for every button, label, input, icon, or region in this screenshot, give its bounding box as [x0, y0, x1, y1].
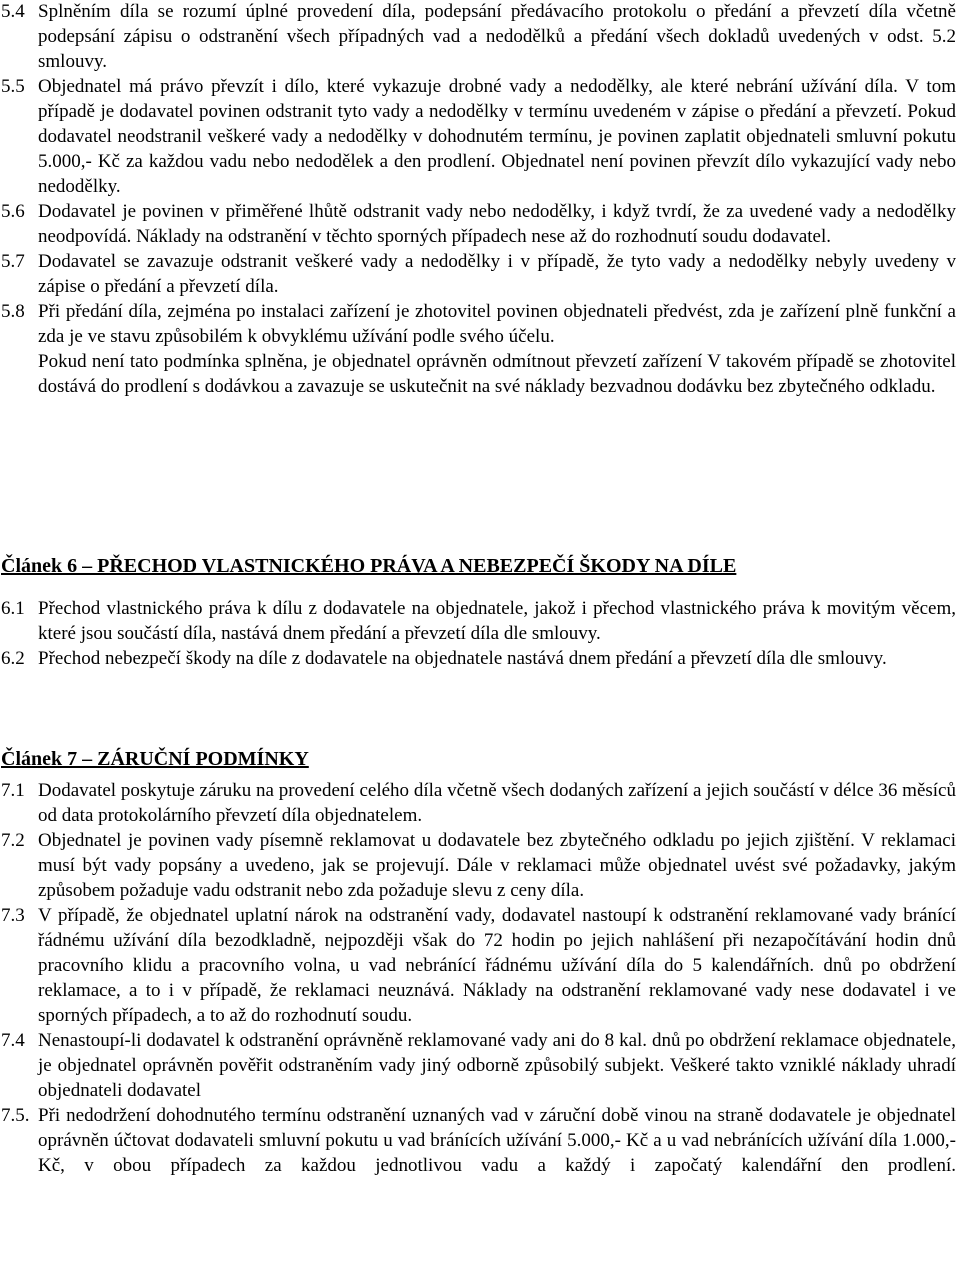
clause-7-1: [1, 778, 956, 828]
clause-number: 7.2: [1, 830, 25, 851]
clause-text: Objednatel má právo převzít i dílo, které vykazuje drobné vady a nedodělky, ale které nebrání užívání díla. V tom případě je dodavatel povinen odstranit tyto vady a nedodělky v termínu uvedeném v zápise o předání a převzetí. Pokud dodavatel neodstranil veškeré vady a nedodělky v dohodnutém termínu, je povinen zaplatit objednateli smluvní pokutu 5.000,- Kč za každou vadu nebo nedodělek a den prodlení. Objednatel není povinen převzít dílo vykazující vady nebo nedodělky.: [38, 76, 956, 197]
clause-text: Dodavatel je povinen v přiměřené lhůtě odstranit vady nebo nedodělky, i když tvrdí, že za uvedené vady a nedodělky neodpovídá. Náklady na odstranění v těchto sporných případech nese až do rozhodnutí soudu dodavatel.: [38, 201, 956, 247]
clause-number: 5.5: [1, 76, 25, 97]
clause-number: 5.8: [1, 301, 25, 322]
clause-5-7: [1, 249, 956, 299]
clause-5-8-continuation: Pokud není tato podmínka splněna, je objednatel oprávněn odmítnout převzetí zařízení V takovém případě se zhotovitel dostává do prodlení s dodávkou a zavazuje se uskutečnit na své náklady bezvadnou dodávku bez zbytečného odkladu.: [38, 351, 956, 397]
section-7: [1, 746, 956, 1178]
clause-text: Přechod vlastnického práva k dílu z dodavatele na objednatele, jakož i přechod vlastnického práva k movitým věcem, které jsou součástí díla, nastává dnem předání a převzetí díla dle smlouvy.: [38, 598, 956, 644]
clause-7-5: [1, 1103, 956, 1178]
clause-number: 6.2: [1, 648, 25, 669]
clause-7-4: [1, 1028, 956, 1103]
clause-number: 5.6: [1, 201, 25, 222]
section-5-clauses: [1, 0, 956, 399]
clause-text: Při předání díla, zejména po instalaci zařízení je zhotovitel povinen objednateli předvést, zda je zařízení plně funkční a zda je ve stavu způsobilém k obvyklému užívání podle svého účelu.: [38, 301, 956, 347]
clause-number: 7.4: [1, 1030, 25, 1051]
clause-text: Splněním díla se rozumí úplné provedení díla, podepsání předávacího protokolu o předání a převzetí díla včetně podepsání zápisu o odstranění všech případných vad a nedodělků a předání všech dokladů uvedených v odst. 5.2 smlouvy.: [38, 1, 956, 72]
clause-7-2: [1, 828, 956, 903]
section-6-heading: Článek 6 – PŘECHOD VLASTNICKÉHO PRÁVA A NEBEZPEČÍ ŠKODY NA DÍLE: [1, 555, 737, 577]
clause-6-1: [1, 596, 956, 646]
clause-text: Dodavatel se zavazuje odstranit veškeré vady a nedodělky i v případě, že tyto vady a nedodělky nebyly uvedeny v zápise o předání a převzetí díla.: [38, 251, 956, 297]
clause-text: Při nedodržení dohodnutého termínu odstranění uznaných vad v záruční době vinou na straně dodavatele je objednatel oprávněn účtovat dodavateli smluvní pokutu u vad bránících užívání 5.000,- Kč a u vad nebránících užívání díla 1.000,- Kč, v obou případech za každou jednotlivou vadu a každý i započatý kalendářní den prodlení.: [38, 1105, 956, 1176]
clause-number: 7.1: [1, 780, 25, 801]
clause-text: Přechod nebezpečí škody na díle z dodavatele na objednatele nastává dnem předání a převzetí díla dle smlouvy.: [38, 648, 887, 669]
section-7-heading: Článek 7 – ZÁRUČNÍ PODMÍNKY: [1, 748, 309, 770]
clause-5-4: [1, 0, 956, 74]
clause-number: 5.7: [1, 251, 25, 272]
clause-number: 7.3: [1, 905, 25, 926]
clause-5-6: [1, 199, 956, 249]
section-6: [1, 553, 956, 671]
clause-5-5: [1, 74, 956, 199]
clause-6-2: [1, 646, 956, 671]
clause-text: Nenastoupí-li dodavatel k odstranění oprávněně reklamované vady ani do 8 kal. dnů po obdržení reklamace objednatele, je objednatel oprávněn pověřit odstraněním vady jiný odborně způsobilý subjekt. Veškeré takto vzniklé náklady uhradí objednateli dodavatel: [38, 1030, 956, 1101]
clause-text: Dodavatel poskytuje záruku na provedení celého díla včetně všech dodaných zařízení a jejich součástí v délce 36 měsíců od data protokolárního převzetí díla objednatelem.: [38, 780, 956, 826]
clause-text: V případě, že objednatel uplatní nárok na odstranění vady, dodavatel nastoupí k odstranění reklamované vady bránící řádnému užívání díla bezodkladně, nejpozději však do 72 hodin po jejich nahlášení při nezapočítávání hodin dnů pracovního klidu a pracovního volna, u vad nebránící řádnému užívání díla do 5 kalendářních. dnů po obdržení reklamace, a to i v případě, že reklamaci neuznává. Náklady na odstranění reklamované vady nese dodavatel i ve sporných případech, a to až do rozhodnutí soudu.: [38, 905, 956, 1026]
clause-5-8: [1, 299, 956, 349]
clause-number: 6.1: [1, 598, 25, 619]
clause-number: 5.4: [1, 1, 25, 22]
clause-text: Objednatel je povinen vady písemně reklamovat u dodavatele bez zbytečného odkladu po jejich zjištění. V reklamaci musí být vady popsány a uvedeno, jak se projevují. Dále v reklamaci může objednatel uvést své požadavky, jakým způsobem požaduje vadu odstranit nebo zda požaduje slevu z ceny díla.: [38, 830, 956, 901]
clause-number: 7.5.: [1, 1105, 30, 1126]
clause-7-3: [1, 903, 956, 1028]
